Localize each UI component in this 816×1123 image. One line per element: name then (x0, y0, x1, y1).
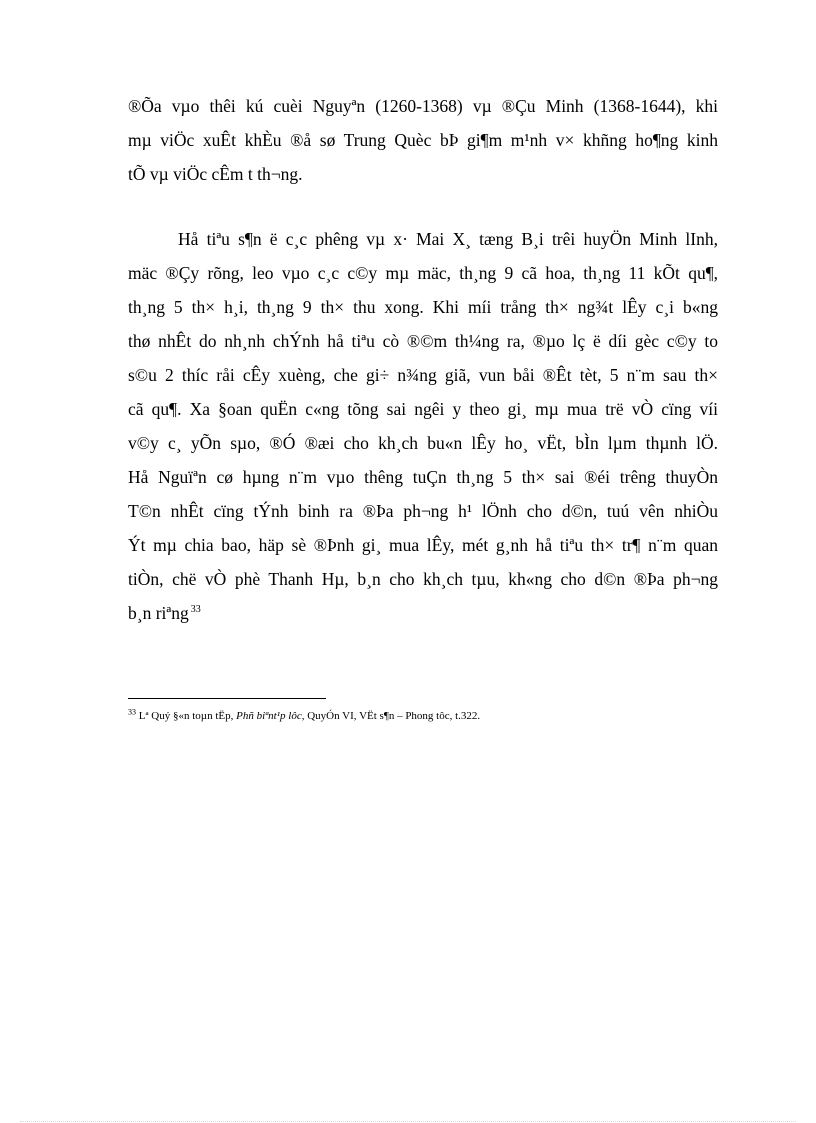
body-text-last-fragment: b¸n riªng (128, 603, 189, 623)
footnote-number: 33 (128, 707, 136, 717)
footnote-separator (128, 698, 326, 699)
body-text-line: cã qu¶. Xa §oan quËn c«ng tõng sai ngêi y theo gi¸ mµ mua trë vÒ cïng víi (128, 399, 718, 419)
footnote-author: Lª Quý §«n toµn tËp, (138, 710, 234, 722)
body-text-line: s©u 2 thíc råi cÊy xuèng, che gi÷ n¾ng giã, vun båi ®Êt tèt, 5 n¨m sau th× (128, 365, 718, 385)
body-text-line: v©y c¸ yÕn sµo, ®Ó ®æi cho kh¸ch bu«n lÊy ho¸ vËt, bÌn lµm thµnh lÖ. (128, 433, 718, 453)
footnote (128, 709, 480, 723)
body-text-line: T©n nhÊt cïng tÝnh binh ra ®Þa ph¬ng h¹ lÖnh cho d©n, tuú vên nhiÒu (128, 501, 718, 521)
footnote-details: , QuyÓn VI, VËt s¶n – Phong tôc, t.322. (301, 710, 481, 722)
page-bottom-border (20, 1121, 796, 1122)
body-text-line: th¸ng 5 th× h¸i, th¸ng 9 th× thu xong. Khi míi trång th× ng¾t lÊy c¸i b«ng (128, 297, 718, 317)
body-text-line (128, 603, 718, 623)
body-text-line: mµ viÖc xuÊt khÈu ®å sø Trung Quèc bÞ gi¶m m¹nh v× khñng ho¶ng kinh (128, 130, 718, 150)
footnote-reference[interactable]: 33 (190, 604, 201, 616)
body-text-line: Hå tiªu s¶n ë c¸c phêng vµ x· Mai X¸ tæng B¸i trêi huyÖn Minh lInh, (178, 229, 718, 249)
body-text-line: Ýt mµ chia bao, häp sè ®Þnh gi¸ mua lÊy, mét g¸nh hå tiªu th× tr¶ n¨m quan (128, 535, 718, 555)
footnote-work-title: Phñ biªnt¹p lôc (236, 710, 302, 722)
body-text-line: tÕ vµ viÖc cÊm t th¬ng. (128, 164, 303, 184)
body-text-line: mäc ®Çy rõng, leo vµo c¸c c©y mµ mäc, th¸ng 9 cã hoa, th¸ng 11 kÕt qu¶, (128, 263, 718, 283)
body-text-line: Hå Nguïªn cø hµng n¨m vµo thêng tuÇn th¸ng 5 th× sai ®éi trêng thuyÒn (128, 467, 718, 487)
body-text-line: thø nhÊt do nh¸nh chÝnh hå tiªu cò ®©m th¼ng ra, ®µo lç ë díi gèc c©y to (128, 331, 718, 351)
body-text-line: tiÒn, chë vÒ phè Thanh Hµ, b¸n cho kh¸ch tµu, kh«ng cho d©n ®Þa ph¬ng (128, 569, 718, 589)
body-text-line: ®Õa vµo thêi kú cuèi Nguyªn (1260-1368) vµ ®Çu Minh (1368-1644), khi (128, 96, 718, 116)
